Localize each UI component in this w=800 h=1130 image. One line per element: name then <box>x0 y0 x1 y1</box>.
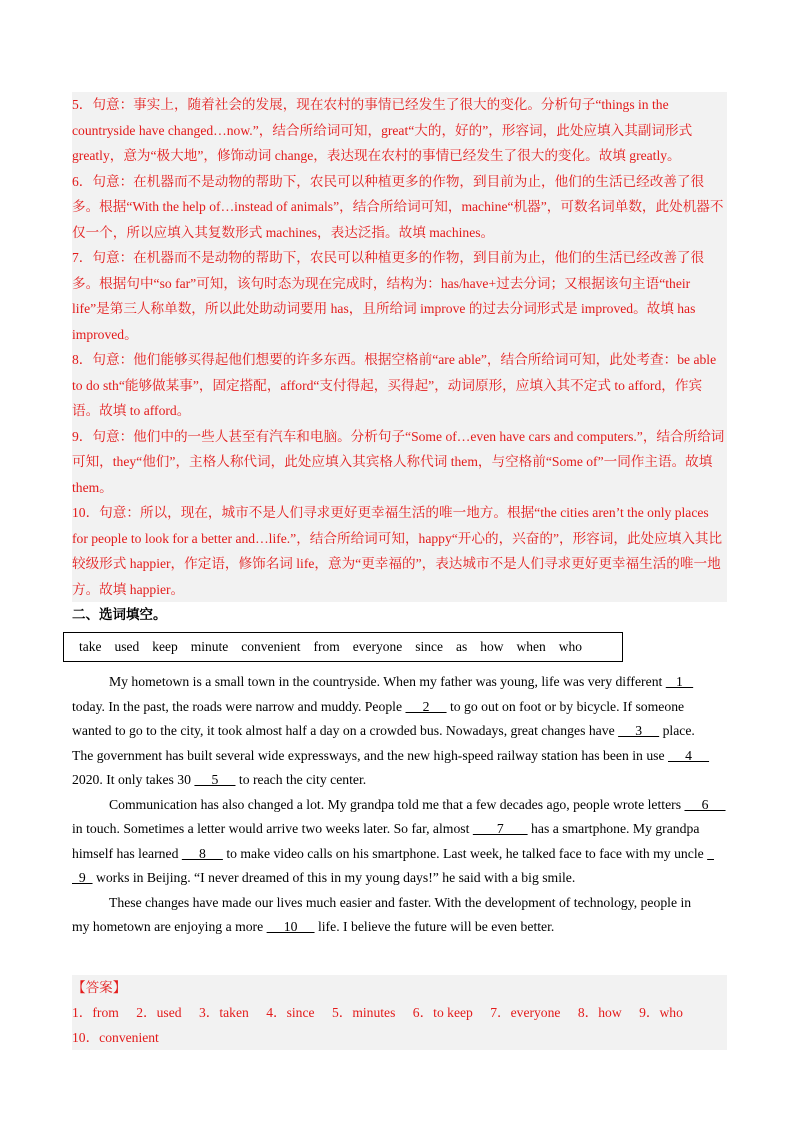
blank-10[interactable]: 10 <box>266 919 315 934</box>
blank-6[interactable]: 6 <box>684 796 726 812</box>
word-bank <box>63 632 623 662</box>
explanation-5: 5．句意：事实上，随着社会的发展，现在农村的事情已经发生了很大的变化。分析句子“things in the countryside have changed…now.”，结合所给词可知，great“大的，好的”，形容词，此处应填入其副词形式 greatly，意为“极大地”，修饰动词 change，表达现在农村的事情已经发生了很大的变化。故填 greatly。 <box>72 97 693 163</box>
blank-3[interactable]: 3 <box>618 723 660 738</box>
explanation-9: 9．句意：他们中的一些人甚至有汽车和电脑。分析句子“Some of…even have cars and computers.”，结合所给词可知，they“他们”，主格人称代词，此处应填入其宾格人称代词 them，与空格前“Some of”一同作主语。故填 them。 <box>72 428 725 495</box>
word-bank-item: used <box>114 639 140 654</box>
passage-line: today. In the past, the roads were narrow and muddy. People 2 to go out on foot or by bicycle. If someone <box>72 698 685 714</box>
answer-key-header: 【答案】 <box>72 979 127 995</box>
answer-key-list <box>72 1000 727 1050</box>
word-bank-item: minute <box>190 639 229 654</box>
answer-item: 10．convenient <box>72 1029 159 1045</box>
word-bank-item: who <box>558 639 582 654</box>
word-bank-item: how <box>480 639 504 654</box>
word-bank-item: everyone <box>352 639 403 654</box>
answer-item: 5．minutes <box>331 1004 396 1020</box>
passage-line: 2020. It only takes 30 5 to reach the city center. <box>72 772 367 787</box>
passage-line: wanted to go to the city, it took almost half a day on a crowded bus. Nowadays, great changes have 3 place. <box>72 723 695 738</box>
word-bank-item: since <box>415 639 443 654</box>
passage-line: My hometown is a small town in the countryside. When my father was young, life was very different 1 <box>109 674 694 689</box>
cloze-passage <box>72 670 727 940</box>
answer-item: 9．who <box>639 1004 683 1020</box>
answer-item: 2．used <box>136 1004 182 1020</box>
passage-line: himself has learned 8 to make video calls on his smartphone. Last week, he talked face to face with my uncle <box>72 845 708 861</box>
passage-line: my hometown are enjoying a more 10 life. I believe the future will be even better. <box>72 919 555 934</box>
explanation-block <box>72 92 727 602</box>
section-title: 二、选词填空。 <box>72 607 167 623</box>
blank-4[interactable]: 4 <box>668 747 710 763</box>
word-bank-item: take <box>79 639 102 654</box>
answer-item: 3．taken <box>198 1004 249 1020</box>
answer-item: 4．since <box>266 1004 315 1020</box>
passage-line: The government has built several wide expressways, and the new high-speed railway station has been in use 4 <box>72 747 710 763</box>
answer-item: 6．to keep <box>412 1004 473 1020</box>
passage-line: These changes have made our lives much easier and faster. With the development of technology, people in <box>109 894 692 910</box>
blank-9[interactable]: 9 <box>72 870 93 885</box>
word-bank-item: when <box>516 639 546 654</box>
explanation-10: 10．句意：所以，现在，城市不是人们寻求更好更幸福生活的唯一地方。根据“the cities aren’t the only places for people to look for a better and…life.”，结合所给词可知，happy“开心的，兴奋的”，形容词，此处应填入其比较级形式 happier，作定语，修饰名词 life，意为“更幸福的”，表达城市不是人们寻求更好更幸福生活的唯一地方。故填 happier。 <box>72 505 723 597</box>
word-bank-item: keep <box>152 639 178 654</box>
page <box>72 92 727 1050</box>
blank-7[interactable]: 7 <box>472 821 528 836</box>
passage-line: in touch. Sometimes a letter would arrive two weeks later. So far, almost 7 has a smartphone. My grandpa <box>72 821 700 836</box>
word-bank-item: as <box>455 639 468 654</box>
answer-item: 1．from <box>72 1004 119 1020</box>
blank-2[interactable]: 2 <box>405 698 447 714</box>
explanation-7: 7．句意：在机器而不是动物的帮助下，农民可以种植更多的作物，到目前为止，他们的生活已经改善了很多。根据句中“so far”可知，该句时态为现在完成时，结构为：has/have+过去分词；又根据该句主语“their life”是第三人称单数，所以此处助动词要用 has，且所给词 improve 的过去分词形式是 improved。故填 has improved。 <box>72 250 705 342</box>
word-bank-item: from <box>313 639 340 654</box>
explanation-6: 6．句意：在机器而不是动物的帮助下，农民可以种植更多的作物，到目前为止，他们的生活已经改善了很多。根据“With the help of…instead of animals”，结合所给词可知，machine“机器”，可数名词单数，此处机器不仅一个，所以应填入其复数形式 machines，表达泛指。故填 machines。 <box>72 173 724 240</box>
word-bank-item: convenient <box>241 639 301 654</box>
blank-5[interactable]: 5 <box>194 772 236 787</box>
answer-key <box>72 975 727 1050</box>
answer-item: 7．everyone <box>490 1004 561 1020</box>
answer-item: 8．how <box>577 1004 622 1020</box>
explanation-8: 8．句意：他们能够买得起他们想要的许多东西。根据空格前“are able”，结合所给词可知，此处考查：be able to do sth“能够做某事”，固定搭配，afford“支付得起，买得起”，动词原形，应填入其不定式 to afford，作宾语。故填 to afford。 <box>72 352 717 418</box>
passage-line: 9 works in Beijing. “I never dreamed of this in my young days!” he said with a big smile. <box>72 870 576 885</box>
blank-1[interactable]: 1 <box>665 674 694 689</box>
blank-8[interactable]: 8 <box>181 845 223 861</box>
passage-line: Communication has also changed a lot. My grandpa told me that a few decades ago, people wrote letters 6 <box>109 796 726 812</box>
